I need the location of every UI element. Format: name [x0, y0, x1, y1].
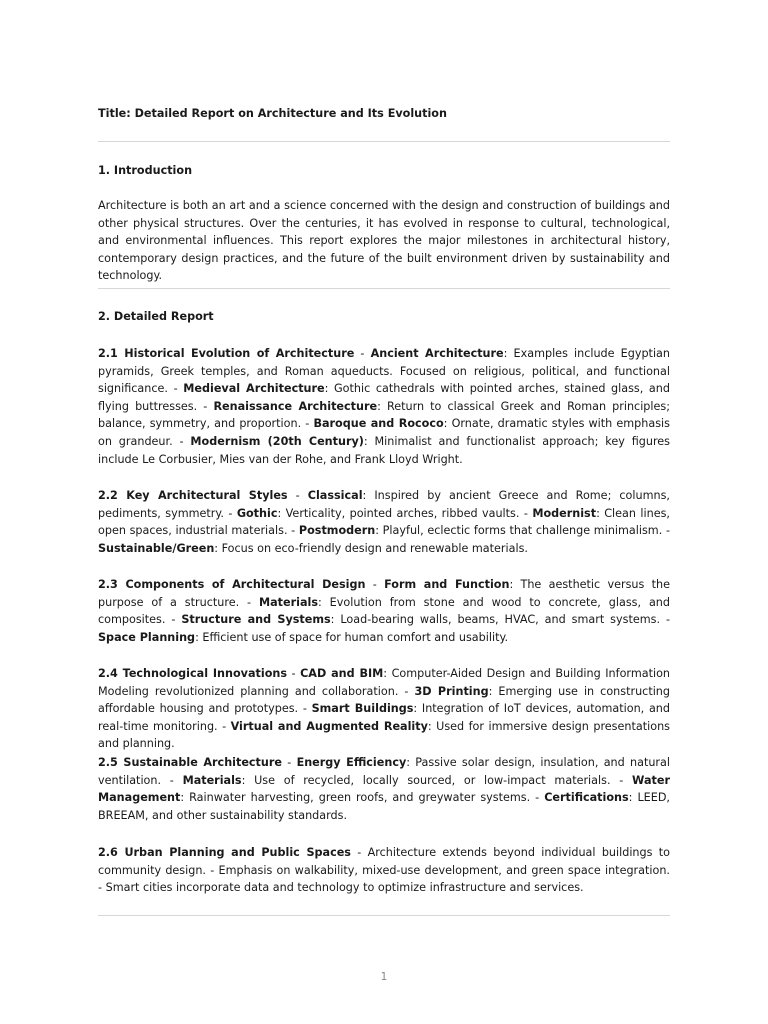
body-text: -: [287, 489, 308, 502]
bold-term: 2.3 Components of Architectural Design: [98, 578, 366, 591]
body-text: : Rainwater harvesting, green roofs, and greywater systems. -: [180, 791, 545, 805]
body-text: : Evolution from stone and wood to concrete, glass, and composites. -: [98, 595, 670, 627]
body-text: : The aesthetic versus the purpose of a structure. -: [98, 578, 671, 609]
section-divider: [98, 141, 670, 142]
introduction-heading: 1. Introduction: [98, 164, 193, 177]
body-text: : Minimalist and functionalist approach; key figures include Le Corbusier, Mies van der Rohe, and Frank Lloyd Wright.: [98, 434, 671, 466]
body-text: : Emerging use in constructing affordable housing and prototypes. -: [98, 684, 671, 716]
section-2-6-paragraph: [98, 844, 670, 897]
bold-term: Classical: [307, 489, 363, 502]
bold-term: Smart Buildings: [311, 702, 414, 716]
bold-term: Form and Function: [384, 578, 510, 591]
bold-term: 2.6 Urban Planning and Public Spaces: [98, 846, 351, 859]
bold-term: Modernism (20th Century): [190, 434, 364, 448]
bold-term: Energy Efficiency: [296, 756, 407, 769]
section-2-2-paragraph: [98, 487, 670, 557]
bold-term: Materials: [182, 773, 242, 787]
bold-term: 2.2 Key Architectural Styles: [98, 489, 288, 502]
section-divider: [98, 288, 670, 289]
body-text: : Integration of IoT devices, automation, and real-time monitoring. -: [98, 702, 670, 733]
body-text: -: [287, 667, 301, 680]
bold-term: Materials: [258, 595, 318, 609]
page-number: 1: [380, 971, 388, 983]
body-text: : Load-bearing walls, beams, HVAC, and smart systems. -: [330, 613, 670, 627]
body-text: : Use of recycled, locally sourced, or low-impact materials. -: [241, 773, 633, 787]
body-text: : Clean lines, open spaces, industrial materials. -: [98, 506, 670, 538]
body-text: : Examples include Egyptian pyramids, Greek temples, and Roman aqueducts. Focused on religious, political, and functional significance. -: [98, 347, 670, 396]
body-text: : Passive solar design, insulation, and natural ventilation. -: [98, 756, 670, 787]
bold-term: Ancient Architecture: [370, 347, 504, 360]
section-divider: [98, 915, 670, 916]
introduction-paragraph: Architecture is both an art and a science concerned with the design and construction of buildings and other physical structures. Over the centuries, it has evolved in response to cultural, technological, and environmental influences. This report explores the major milestones in architectural history, contemporary design practices, and the future of the built environment driven by sustainability and technology.: [98, 199, 670, 283]
bold-term: Sustainable/Green: [98, 541, 215, 555]
bold-term: Virtual and Augmented Reality: [230, 719, 428, 733]
section-2-1-paragraph: [98, 345, 670, 468]
bold-term: 2.5 Sustainable Architecture: [98, 756, 282, 769]
section-2-5-paragraph: [98, 754, 670, 824]
document-title: Title: Detailed Report on Architecture and Its Evolution: [98, 107, 447, 120]
bold-term: Water Management: [98, 773, 670, 805]
body-text: : Computer-Aided Design and Building Information Modeling revolutionized planning and collaboration. -: [98, 667, 671, 698]
body-text: : Inspired by ancient Greece and Rome; columns, pediments, symmetry. -: [98, 489, 670, 520]
bold-term: 2.1 Historical Evolution of Architecture: [98, 347, 355, 360]
bold-term: Gothic: [236, 506, 278, 520]
body-text: -: [354, 347, 371, 360]
body-text: : Focus on eco-friendly design and renewable materials.: [214, 541, 528, 555]
body-text: -: [365, 578, 385, 591]
bold-term: Structure and Systems: [181, 613, 331, 627]
bold-term: 2.4 Technological Innovations: [98, 667, 287, 680]
bold-term: Certifications: [544, 791, 629, 805]
bold-term: Space Planning: [98, 630, 196, 644]
bold-term: Postmodern: [298, 524, 376, 538]
bold-term: 3D Printing: [414, 684, 489, 698]
body-text: : Verticality, pointed arches, ribbed vaults. -: [277, 506, 533, 520]
bold-term: Modernist: [532, 506, 597, 520]
section-2-4-paragraph: [98, 665, 670, 753]
body-text: : Used for immersive design presentations and planning.: [98, 719, 670, 751]
body-text: : Playful, eclectic forms that challenge minimalism. -: [375, 524, 670, 538]
body-text: : Efficient use of space for human comfort and usability.: [195, 630, 509, 644]
bold-term: CAD and BIM: [300, 667, 384, 680]
body-text: : Return to classical Greek and Roman principles; balance, symmetry, and proportion. -: [98, 399, 671, 431]
detailed-report-heading: 2. Detailed Report: [98, 310, 214, 323]
body-text: : LEED, BREEAM, and other sustainability standards.: [98, 791, 670, 822]
body-text: : Gothic cathedrals with pointed arches, stained glass, and flying buttresses. -: [98, 382, 670, 413]
body-text: - Architecture extends beyond individual buildings to community design. - Emphasis on walkability, mixed-use development, and green space integration. - Smart cities incorporate data and technology to optimize infrastructure and services.: [98, 846, 670, 895]
section-2-3-paragraph: [98, 576, 670, 646]
body-text: -: [281, 756, 297, 769]
bold-term: Baroque and Rococo: [313, 417, 444, 431]
bold-term: Renaissance Architecture: [213, 399, 378, 413]
bold-term: Medieval Architecture: [183, 382, 325, 396]
body-text: : Ornate, dramatic styles with emphasis on grandeur. -: [98, 417, 670, 448]
